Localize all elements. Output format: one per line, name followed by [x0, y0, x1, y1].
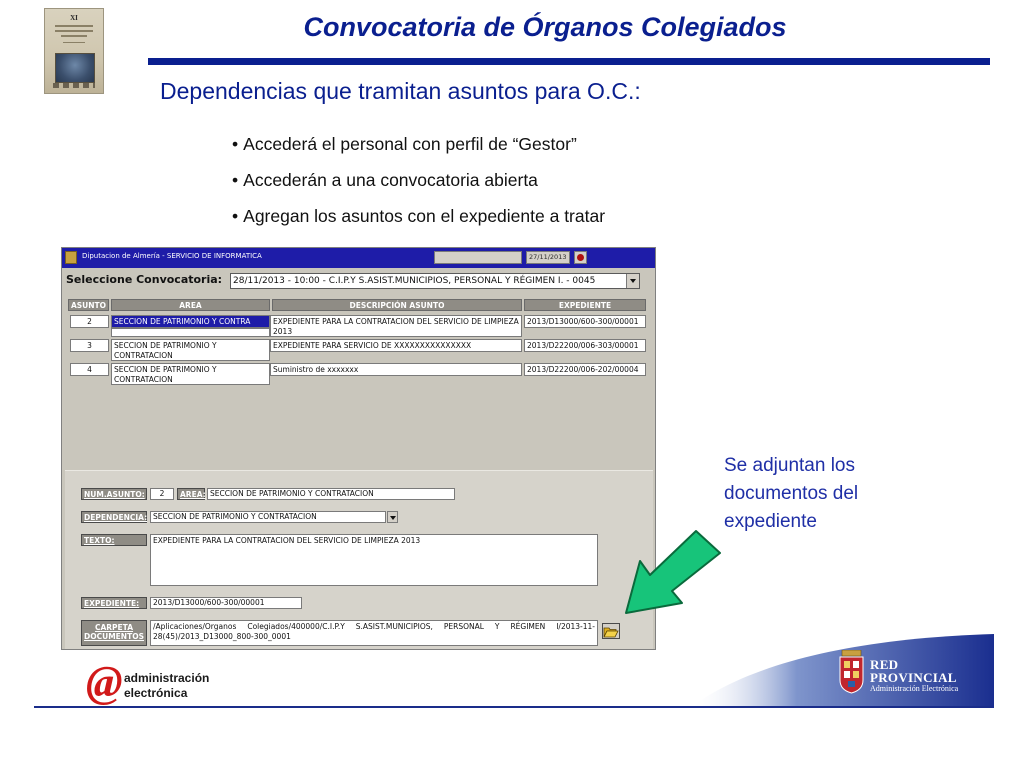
app-title: Diputacion de Almería - SERVICIO DE INFORMATICA	[82, 252, 262, 260]
column-header-expediente: EXPEDIENTE	[524, 299, 646, 311]
carpeta-documentos-label	[81, 620, 147, 646]
convocatoria-label: Seleccione Convocatoria:	[66, 273, 223, 286]
cover-text-line	[61, 35, 87, 37]
current-date: 27/11/2013	[526, 251, 570, 264]
detail-panel	[65, 470, 653, 650]
column-header-area: AREA	[111, 299, 270, 311]
title-divider	[148, 58, 990, 65]
bullet-item: • Accederán a una convocatoria abierta	[232, 169, 605, 205]
cover-text-line	[63, 42, 85, 43]
logo-text: RED	[870, 657, 899, 672]
num-asunto-label: NUM.ASUNTO:	[81, 488, 147, 500]
bullet-item: • Agregan los asuntos con el expediente a tratar	[232, 205, 605, 241]
exit-button[interactable]	[574, 251, 587, 264]
carpeta-label-line: CARPETA	[94, 623, 134, 632]
user-field	[434, 251, 522, 264]
bullet-item: • Accederá el personal con perfil de “Gestor”	[232, 133, 605, 169]
app-title-bar	[62, 248, 655, 268]
bullet-list	[232, 133, 605, 241]
column-header-descripcion: DESCRIPCIÓN ASUNTO	[272, 299, 522, 311]
dependencia-label: DEPENDENCIA:	[81, 511, 147, 523]
chevron-down-icon[interactable]	[387, 511, 398, 523]
texto-label: TEXTO:	[81, 534, 147, 546]
table-row-area[interactable]: SECCION DE PATRIMONIO Y CONTRATACION	[111, 339, 270, 361]
logo-text: Administración Electrónica	[870, 684, 959, 693]
arrow-down-left-icon	[620, 525, 730, 620]
carpeta-label-line: DOCUMENTOS	[84, 632, 144, 641]
cover-logos	[53, 83, 95, 88]
table-row-asunto[interactable]: 2	[70, 315, 109, 328]
at-sign-icon: @	[86, 657, 123, 706]
column-header-asunto: ASUNTO	[68, 299, 109, 311]
cover-text-line	[55, 30, 93, 32]
coat-of-arms-icon	[838, 650, 865, 694]
close-circle-icon	[577, 254, 584, 261]
red-provincial-logo	[838, 648, 988, 700]
table-row-expediente[interactable]: 2013/D22200/006-303/00001	[524, 339, 646, 352]
area-label: AREA:	[177, 488, 205, 500]
app-system-icon[interactable]	[65, 251, 77, 264]
table-row-expediente[interactable]: 2013/D13000/600-300/00001	[524, 315, 646, 328]
table-row-area-overflow	[111, 328, 270, 337]
application-window	[61, 247, 656, 650]
table-row-asunto[interactable]: 3	[70, 339, 109, 352]
table-row-area[interactable]: SECCION DE PATRIMONIO Y CONTRATACION	[111, 363, 270, 385]
open-folder-button[interactable]	[602, 623, 620, 639]
logo-text: electrónica	[124, 686, 188, 700]
callout-note: Se adjuntan los documentos del expediente	[724, 455, 859, 532]
administracion-electronica-logo	[86, 657, 216, 706]
table-row-area[interactable]: SECCION DE PATRIMONIO Y CONTRA	[111, 315, 270, 328]
folder-open-icon	[603, 625, 619, 639]
convocatoria-select[interactable]	[230, 273, 640, 289]
cover-text-line	[55, 25, 93, 27]
table-row-descripcion[interactable]: EXPEDIENTE PARA SERVICIO DE XXXXXXXXXXXXXXX	[270, 339, 522, 352]
slide-subtitle: Dependencias que tramitan asuntos para O.C.:	[160, 78, 641, 104]
table-row-asunto[interactable]: 4	[70, 363, 109, 376]
cover-image	[55, 53, 95, 83]
expediente-field[interactable]: 2013/D13000/600-300/00001	[150, 597, 302, 609]
publication-cover-thumbnail	[44, 8, 104, 94]
num-asunto-field[interactable]: 2	[150, 488, 174, 500]
dependencia-select[interactable]: SECCION DE PATRIMONIO Y CONTRATACION	[150, 511, 386, 523]
convocatoria-select-value: 28/11/2013 - 10:00 - C.I.P.Y S.ASIST.MUNICIPIOS, PERSONAL Y RÉGIMEN I. - 0045	[233, 276, 596, 286]
slide-title: Convocatoria de Órganos Colegiados	[303, 12, 787, 42]
logo-text: administración	[124, 671, 210, 685]
expediente-label: EXPEDIENTE:	[81, 597, 147, 609]
area-field[interactable]: SECCION DE PATRIMONIO Y CONTRATACION	[207, 488, 455, 500]
texto-textarea[interactable]: EXPEDIENTE PARA LA CONTRATACION DEL SERVICIO DE LIMPIEZA 2013	[150, 534, 598, 586]
carpeta-documentos-field[interactable]: /Aplicaciones/Organos Colegiados/400000/C.I.P.Y S.ASIST.MUNICIPIOS, PERSONAL Y RÉGIMEN I/2013-11-28(45)/2013_D13000_800-300_0001	[150, 620, 598, 646]
logo-text: PROVINCIAL	[870, 670, 957, 685]
cover-badge: XI	[70, 14, 78, 22]
table-row-expediente[interactable]: 2013/D22200/006-202/00004	[524, 363, 646, 376]
chevron-down-icon[interactable]	[626, 274, 639, 288]
table-row-descripcion[interactable]: Suministro de xxxxxxx	[270, 363, 522, 376]
table-row-descripcion[interactable]: EXPEDIENTE PARA LA CONTRATACION DEL SERVICIO DE LIMPIEZA 2013	[270, 315, 522, 337]
footer-rule	[34, 706, 992, 708]
